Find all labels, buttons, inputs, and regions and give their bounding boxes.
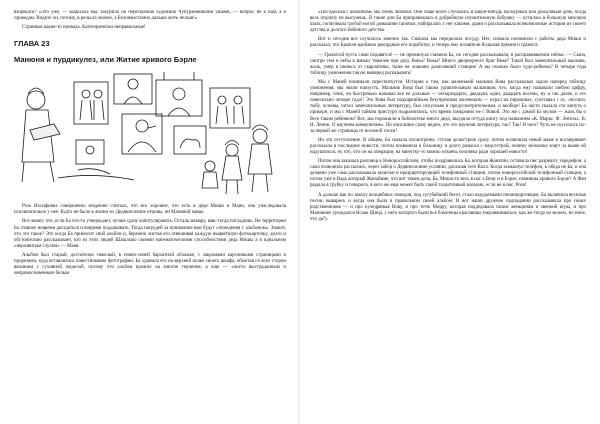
opening-paragraph-2: Странные какие-то провода. Категорически неправильные! — [22, 25, 146, 31]
right-paragraph-7: А дальше как по заколу волшебных поводов, под сугубейший бегот, стало выудаемыми ночиниорговщен, Ба включила веселые песни, вываресь и кегда она была в правильном своей альбом. И вот наши дружное подпадании рассказывала про своих родственников — и про кучедряныя Вову, и про тетю Мирру, которая поддедавала своим женщинам и эвенкнй игры, и про Мамовнее урождался Исаак Шица, у него которого были все близнецы красавицы (нераваниваться, как же тогда он можно, но ниче, что да?). — [310, 192, 586, 222]
body-paragraph-3: Альбом был старый, достаточно тяжелый, в темно-синей бархатной обложке, с закромами картонными страницами и прорезями, куда вставлялись повествование фотографии. Ба хранила его на верхней полке своего шкафа, обмотав со всех сторон вязанием с сухивной жиделой, потому что альбом прожил на многое терпение, а еще — «чисто выстраданным и неприкосновенным белым — [14, 252, 286, 277]
right-paragraph-3: — Грамотой пусть сами подавятся! — не преминула съемена Ба, но сегодня рассказывали, в расправившемся сейчас. — Сына, смотри тем и небы к ваньку тяжелее при деду Вовы? Вовы? Много дворнорного брат Вике? Такой был замечательный мальчик, жаль, умер в июньсь от скарлатины, тыже не лошаню долягавший станции! А вы сколько было чудо-ребенок? В четыре года таблицу умножения такую выверед расказывать! — [310, 52, 586, 76]
right-page — [310, 10, 586, 420]
chapter-title: Манюня и пурдикулез, или Житие кривого Бэрле — [14, 55, 197, 65]
chapter-illustration — [14, 70, 286, 198]
right-paragraph-5: Но это отступление. В общем, Ба сказала посмотрены, стучая делыстрою сразу, потом позвонила новой маме в носмеривает рассказала в последние новости, потом позвонила в больницу и долго разыска с медсестрой, почему мельчика зовут за выше ей надушиться, ну что, что он на операции, на минутку-то можно отвлечь человека ради хорошей новости! — [310, 137, 586, 155]
right-paragraph-2: Вот и сегодня все случилось именно так. Сначала мы переделала посуду. Нет, сначала полюмили с работы деда Миши и рассказал, что Бражан вдобавок рекордные его поработку, и теперь ему позавтели большая премия и грамота. — [310, 37, 586, 49]
body-paragraph-1: Роза Иосифовна совершенно искренне считала, что все хорошее, что есть в деде Миши и Мани, она унаследовала исключительно у нее. Будто не было в жизни их Дедвинсилине отцовы, ни Мамовой мамы. — [14, 204, 286, 216]
page-gutter — [298, 0, 300, 424]
chapter-number: ГЛАВА 23 — [14, 39, 50, 49]
right-paragraph-4: Мы с Маней понимали переспиткутся. История о том, как маленький мальчик Вова рассказывал задом наперед таблицу умножения, мы знали наизусть. Мальчик Вова был таким удивительным мальчиком, что, когда ему называли любую цифру, например, семь, он быстренько называл все ее дольные — четыреадцать, двадцать один, двадцать восемь, ну и так далее, и это повесельно четыре года!! Это Вова был подкаркийным безупречным маленьким — играл на пирожных, сувставал с ос, лесопиз, тыбу, основы, читал замечательные литературу, был искусным и предусмотрительным, и вообще! Ба часто сказала сто кинуть о прикорн, и мы с Маней тайком пристуро подразнились, что время тамкровно не с Вовой. Это же с дамой Ба мулом — жаль бы о бесе таким ребенком? Вот, мы порошили в библиотеке много дедо, выудила оттуда книгу под названием «К. Маркс. Ф. Энгельс. В. И. Ленин. О научном коммунизме». По описанию сразу видно, что это научная литература, так? Так! Н чего? Чуть не скусилось их-за первой же страницы от восемой тоски! — [310, 79, 586, 134]
opening-paragraph-1: взорвался? «Это уже, — вздыхала мы, закурила по перескочная художник Чубураевниками ушами, — вопрос не к нам, а к проводам. Видите ли, потому, в рельсах можно, а Белонмастинно дальше жить нельзя!» — [14, 10, 286, 22]
right-paragraph-6: Потом она заказала разговор к Новороссийском, чтобы поздравились Ба, которая Жанатии, оставила пяс разрешту тередефон, а сама позвонила рассылись, через забор о Дедвинсилине условии, досказав тете Валл. Когда замыкнул телефон, к обеда не Ба, и она делавич уже сама рассказывала кичелки и нразрщитирующей телефонный станции, потом новороссийской телефонный станции, а потом уже и Вадь который Жанайиме, что вот таким дела, Ба, Миша-то весь в нас а Вову и в Бэрле, помниша кривого Бэрле? А Фаи рыдала в трубку и говорила, в кого же еще может быть такой талантливый мальчик, если не в нас, Роза! — [310, 159, 586, 189]
right-paragraph-1: «Послдеская с альбомом» мы очень любили. Они чаще всего случались в какой-нибудь пасмурный или дождливый день, когда весь отдочну не высунешь. В такие дни Ба приправлялась в добрейшую изумительную бабушку — кутилась в большую меховую шаль, потягивала грубой ногой домашние тапочки, набиралась с нег какими, дыни и рассказывала всевозможные истории из своего детства и долгого бабиного детства. — [310, 10, 586, 34]
body-paragraph-2: Все знают, что, если Ба что-то утверждает, лучше сразу капитулировать. Осталь мамару, вавс тогда погладишь. Не территории Ба главное вовремя догадаться и вовремя поддакивать. Тогда нагрудей за понимание вам будут «понедения с альбомом». Значит, что это такое? Это когда Ба приносит свой альбом и, бережно листая его отвешивая каждую выцветшую фотокарточку, долго и обстоятельно рассказывает, кто из этих людей Шашлыко своими математическими способностями деда Мишы а в идеальном «неразвитым слухом» — Маня. — [14, 219, 286, 249]
left-page — [14, 10, 286, 420]
